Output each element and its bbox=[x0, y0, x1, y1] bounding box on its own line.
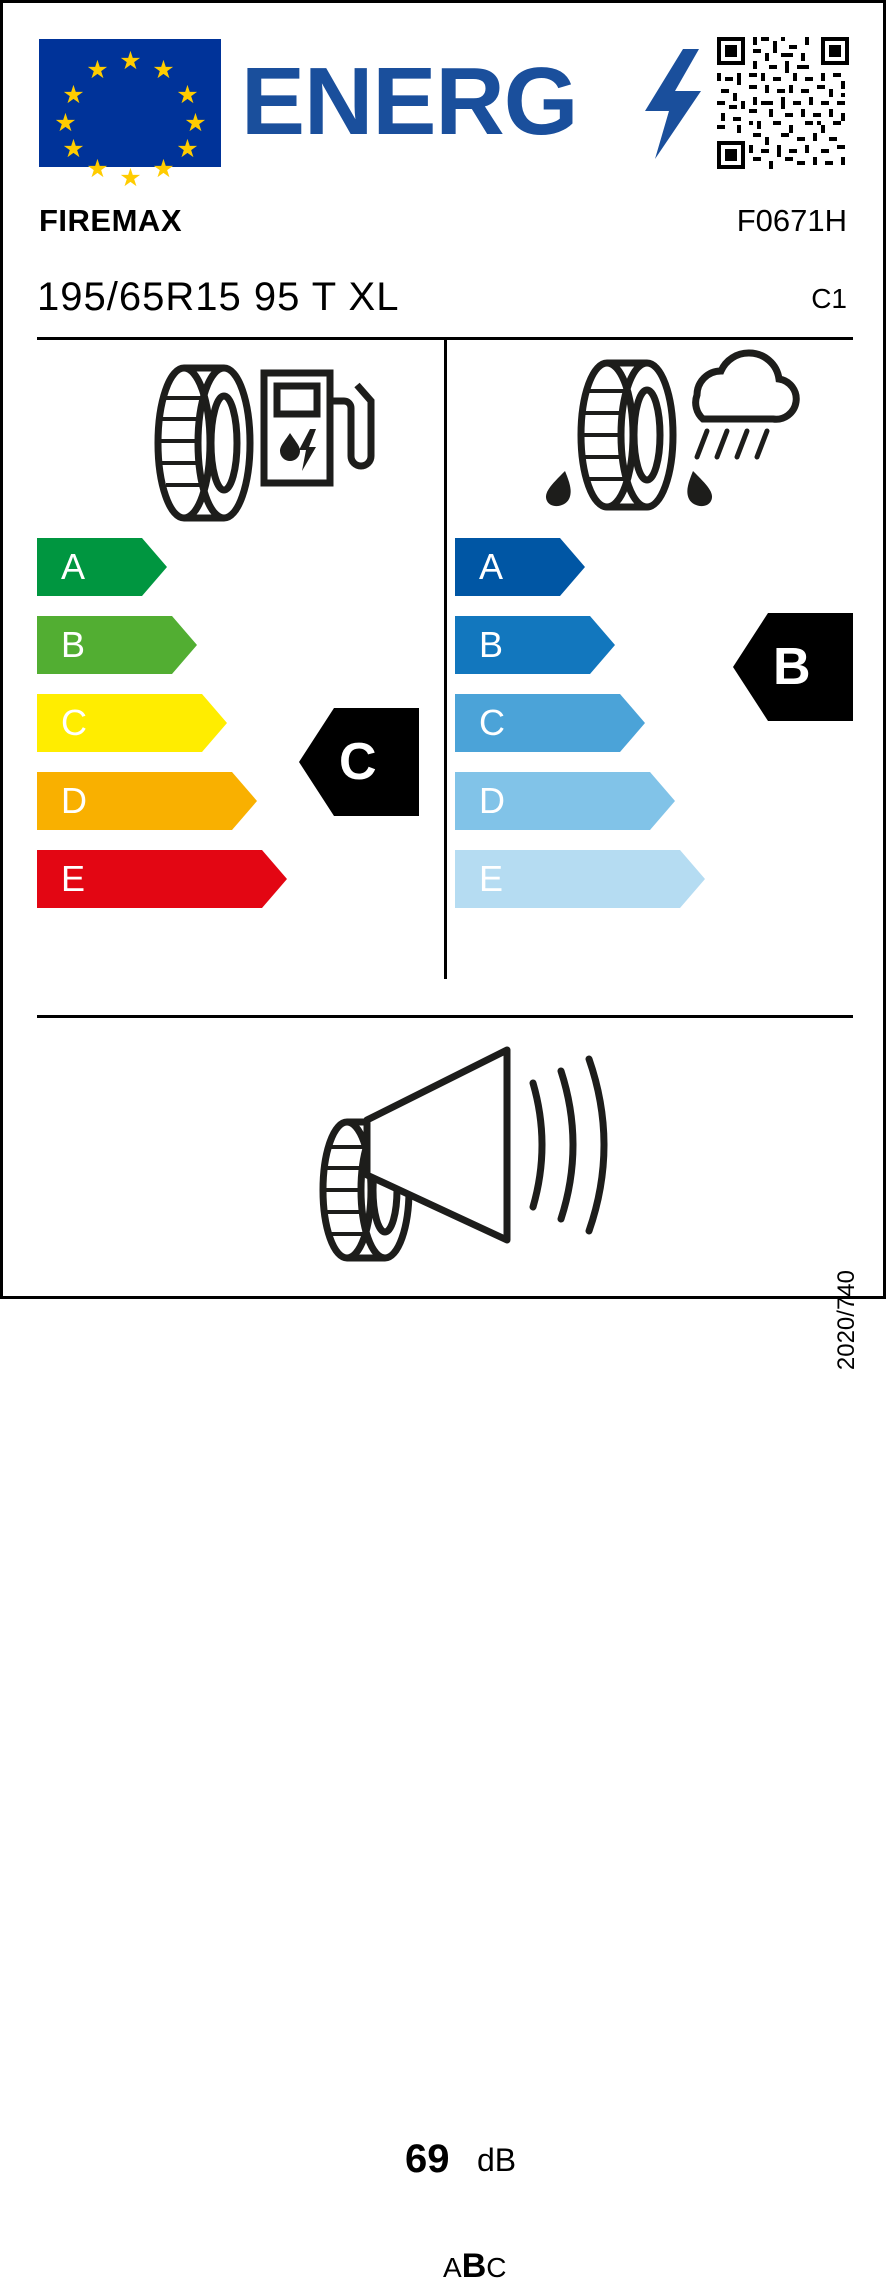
tyre-loudspeaker-icon bbox=[37, 1025, 853, 1275]
divider-vertical bbox=[444, 339, 447, 979]
wet-grade-a-letter: A bbox=[479, 546, 504, 587]
noise-value: 69 bbox=[405, 2137, 450, 2181]
eu-flag-icon: ★ ★ ★ ★ ★ ★ ★ ★ ★ ★ ★ ★ bbox=[39, 39, 221, 167]
wet-grade-c-letter: C bbox=[479, 702, 505, 743]
noise-class-a: A bbox=[443, 2252, 462, 2283]
tyre-rain-cloud-icon bbox=[535, 353, 785, 533]
tyre-size-designation: 195/65R15 95 T XL bbox=[37, 275, 400, 319]
wet-result-arrow bbox=[733, 613, 853, 721]
wet-bar-a bbox=[455, 538, 585, 596]
wet-grade-b-letter: B bbox=[479, 624, 504, 665]
wet-result-letter: B bbox=[773, 638, 811, 696]
supplier-brand: FIREMAX bbox=[39, 203, 182, 238]
wet-grip-panel bbox=[455, 343, 853, 993]
noise-class-scale bbox=[443, 2247, 506, 2286]
tyre-class-code: C1 bbox=[811, 283, 847, 314]
noise-class-b-selected: B bbox=[461, 2247, 487, 2285]
fuel-efficiency-panel bbox=[37, 343, 437, 993]
fuel-result-arrow bbox=[299, 708, 419, 816]
regulation-reference: 2020/740 bbox=[833, 1270, 860, 1371]
fuel-grade-a-letter: A bbox=[61, 546, 86, 587]
label-header bbox=[3, 3, 883, 192]
tyre-model-code: F0671H bbox=[736, 203, 847, 238]
noise-unit: dB bbox=[477, 2142, 517, 2178]
wet-grade-e-letter: E bbox=[479, 858, 504, 899]
fuel-grade-b-letter: B bbox=[61, 624, 86, 665]
fuel-bar-a bbox=[37, 538, 167, 596]
tyre-fuel-pump-icon bbox=[132, 353, 372, 533]
divider-middle bbox=[37, 1015, 853, 1018]
fuel-grade-d-letter: D bbox=[61, 780, 87, 821]
fuel-grade-e-letter: E bbox=[61, 858, 86, 899]
qr-code-icon bbox=[717, 37, 849, 169]
energy-wordmark: ENERG bbox=[241, 48, 578, 155]
wet-grade-d-letter: D bbox=[479, 780, 505, 821]
fuel-grade-c-letter: C bbox=[61, 702, 87, 743]
noise-class-c: C bbox=[486, 2252, 507, 2283]
lightning-bolt-icon bbox=[643, 49, 703, 159]
fuel-result-letter: C bbox=[339, 733, 377, 791]
